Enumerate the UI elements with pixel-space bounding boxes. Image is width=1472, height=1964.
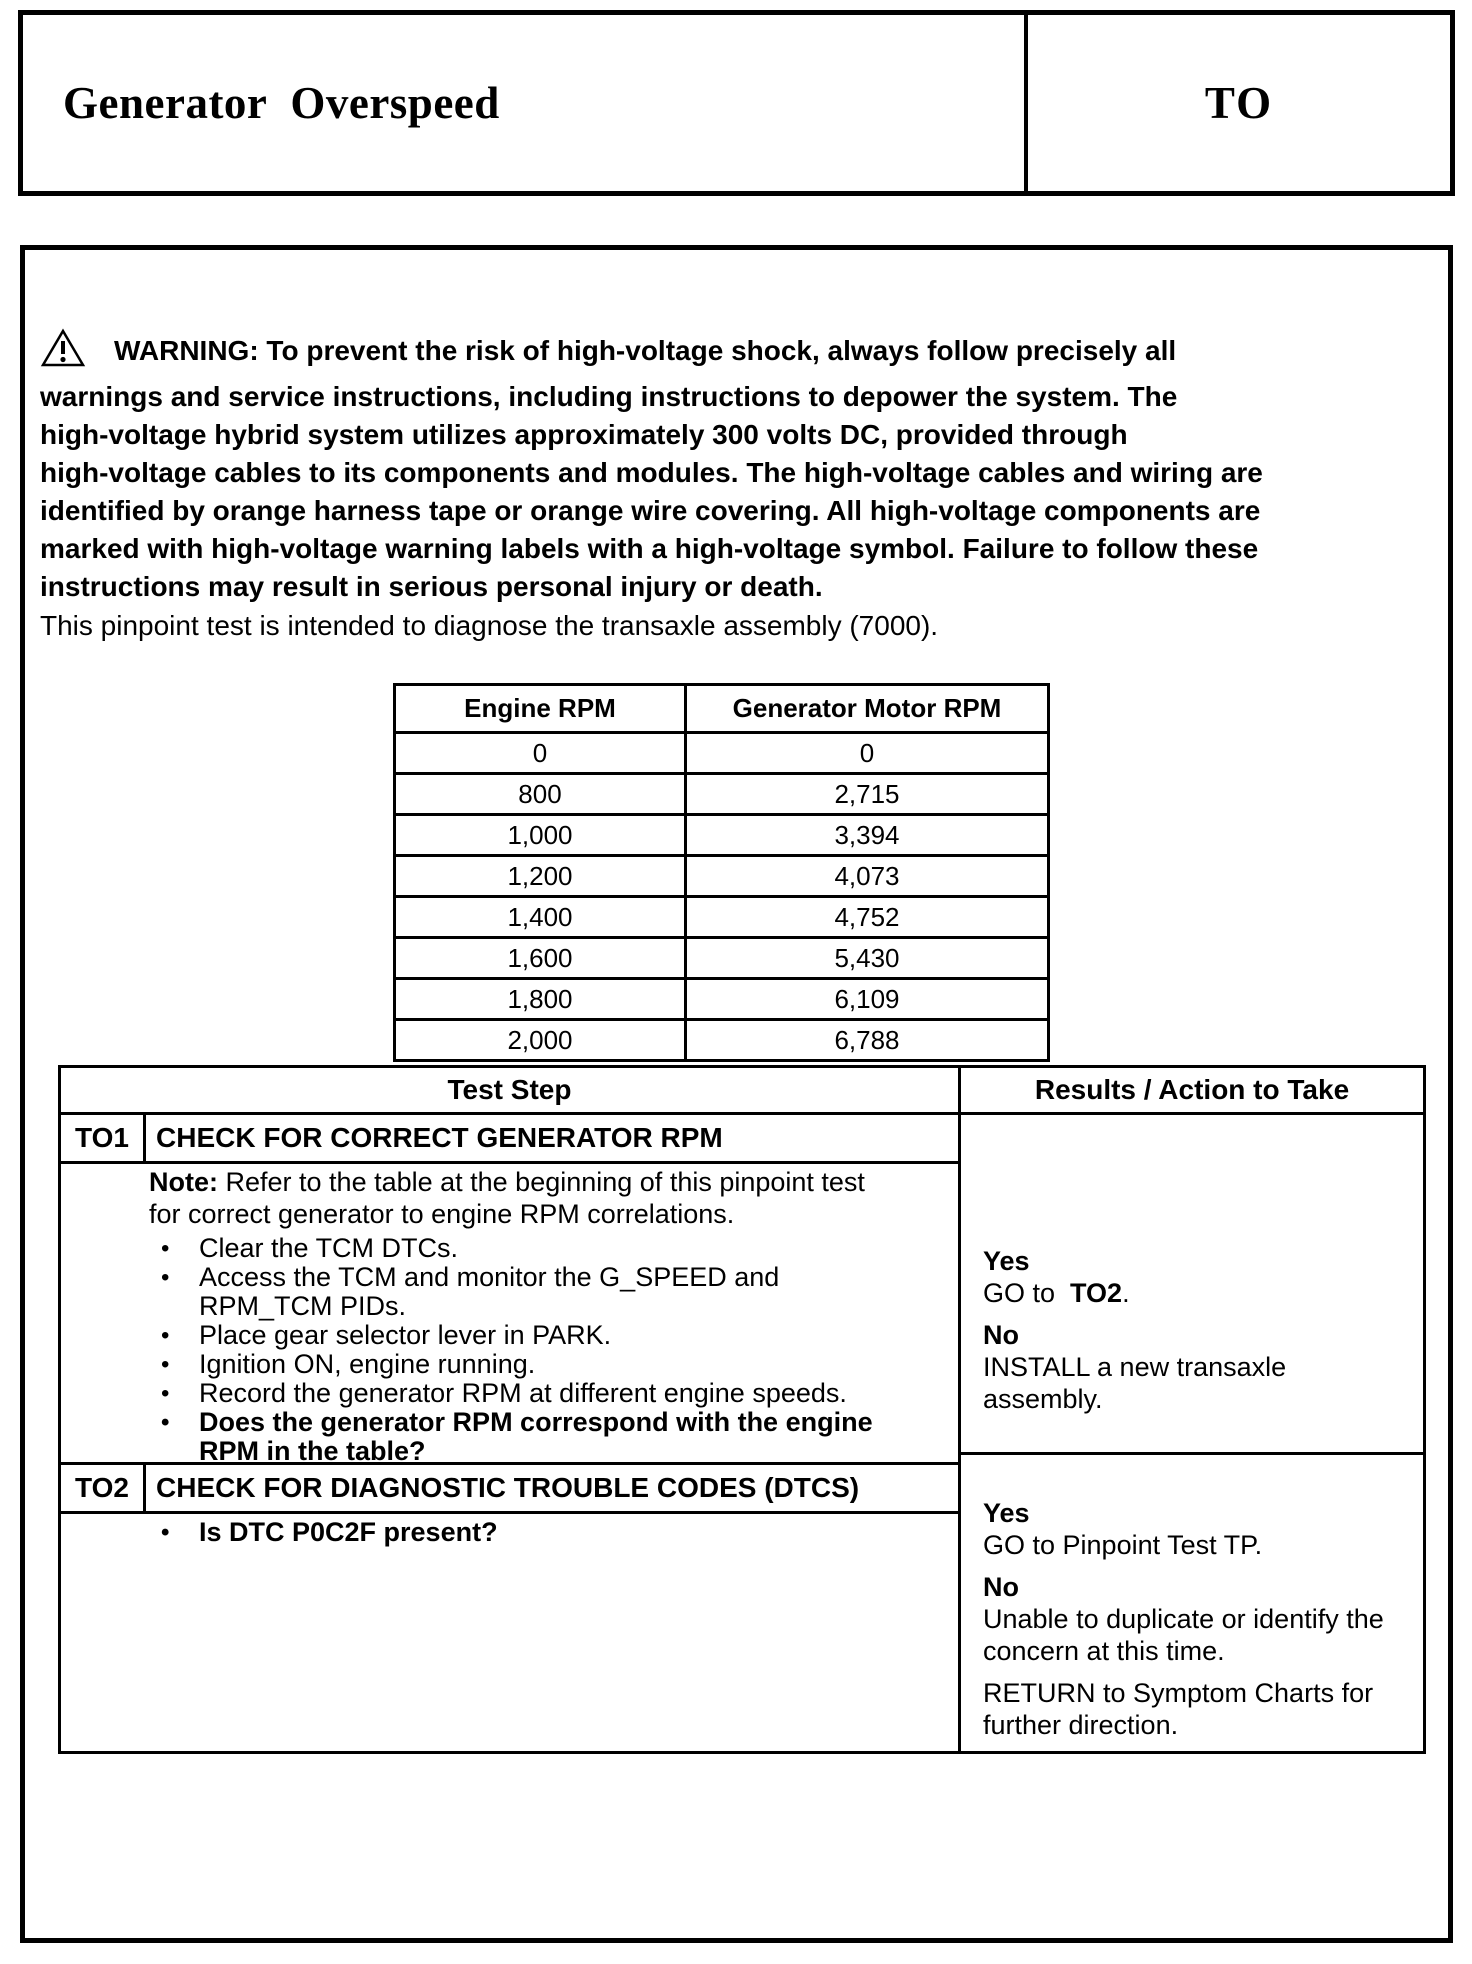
bullet-line: Clear the TCM DTCs. bbox=[199, 1233, 459, 1263]
content-box bbox=[20, 245, 1453, 1943]
bullet-line: RPM_TCM PIDs. bbox=[199, 1291, 407, 1321]
rpm-row bbox=[395, 979, 1049, 1020]
warning-line: high-voltage hybrid system utilizes approximately 300 volts DC, provided through bbox=[40, 419, 1128, 450]
result-line: RETURN to Symptom Charts for bbox=[983, 1678, 1374, 1708]
test-step-header: Test Step bbox=[61, 1068, 961, 1112]
bullet-line: Ignition ON, engine running. bbox=[199, 1349, 536, 1379]
rpm-cell: 5,430 bbox=[686, 938, 1049, 979]
warning-line: WARNING: To prevent the risk of high-voltage shock, always follow precisely all bbox=[40, 328, 1445, 378]
bullet-item bbox=[161, 1263, 950, 1321]
test-step-column bbox=[61, 1115, 961, 1751]
result-group bbox=[983, 1497, 1415, 1561]
page-title: Generator Overspeed bbox=[63, 78, 500, 128]
results-column bbox=[961, 1115, 1423, 1751]
bullet-item bbox=[161, 1321, 950, 1350]
rpm-row bbox=[395, 774, 1049, 815]
bullet-line: Record the generator RPM at different engine speeds. bbox=[199, 1378, 847, 1408]
step-title-row-to2 bbox=[61, 1465, 958, 1514]
result-line: GO to TO2. bbox=[983, 1278, 1130, 1308]
warning-triangle-icon bbox=[40, 328, 86, 378]
rpm-row bbox=[395, 938, 1049, 979]
rpm-cell: 1,000 bbox=[395, 815, 686, 856]
result-line: further direction. bbox=[983, 1710, 1179, 1740]
rpm-cell: 1,400 bbox=[395, 897, 686, 938]
bullet-text bbox=[199, 1350, 535, 1379]
bullet-text bbox=[199, 1408, 873, 1465]
warning-line: identified by orange harness tape or orange wire covering. All high-voltage components are bbox=[40, 495, 1261, 526]
warning-line: high-voltage cables to its components and modules. The high-voltage cables and wiring are bbox=[40, 457, 1263, 488]
result-group bbox=[983, 1677, 1415, 1741]
rpm-cell: 6,109 bbox=[686, 979, 1049, 1020]
result-label: Yes bbox=[983, 1246, 1030, 1276]
step-results-to1 bbox=[961, 1115, 1423, 1455]
test-table bbox=[58, 1065, 1426, 1754]
bullet-line: Does the generator RPM correspond with the engine bbox=[199, 1407, 873, 1437]
test-table-header-row bbox=[61, 1068, 1423, 1115]
result-group bbox=[983, 1571, 1415, 1667]
page-header-left bbox=[23, 15, 1028, 191]
rpm-cell: 800 bbox=[395, 774, 686, 815]
test-table-body bbox=[61, 1115, 1423, 1751]
rpm-row bbox=[395, 815, 1049, 856]
rpm-header-row bbox=[395, 685, 1049, 733]
rpm-cell: 4,073 bbox=[686, 856, 1049, 897]
bullet-item bbox=[161, 1234, 950, 1263]
step-content-to1 bbox=[61, 1164, 958, 1465]
result-label: No bbox=[983, 1320, 1019, 1350]
rpm-table bbox=[393, 683, 1050, 1062]
bullet-item bbox=[161, 1408, 950, 1465]
bullet-line: Access the TCM and monitor the G_SPEED and bbox=[199, 1262, 780, 1292]
page-header-right bbox=[1028, 15, 1450, 191]
rpm-row bbox=[395, 733, 1049, 774]
rpm-cell: 1,800 bbox=[395, 979, 686, 1020]
bullet-line: RPM in the table? bbox=[199, 1436, 426, 1465]
bullet-text bbox=[199, 1379, 847, 1408]
bullet-marker-icon: • bbox=[161, 1409, 170, 1436]
page-header bbox=[18, 10, 1455, 196]
rpm-cell: 1,600 bbox=[395, 938, 686, 979]
bullet-text bbox=[199, 1234, 458, 1263]
page-code: TO bbox=[1204, 78, 1274, 128]
warning-line: warnings and service instructions, including instructions to depower the system. The bbox=[40, 381, 1178, 412]
result-group bbox=[983, 1245, 1415, 1309]
step-note bbox=[149, 1166, 950, 1230]
result-label: Yes bbox=[983, 1498, 1030, 1528]
step-id-to1: TO1 bbox=[61, 1115, 146, 1161]
step-title-to2: CHECK FOR DIAGNOSTIC TROUBLE CODES (DTCS) bbox=[156, 1472, 860, 1503]
step-title-row-to1 bbox=[61, 1115, 958, 1164]
bullet-marker-icon: • bbox=[161, 1235, 170, 1262]
rpm-row bbox=[395, 897, 1049, 938]
bullet-text bbox=[199, 1321, 611, 1350]
bullet-item bbox=[161, 1518, 950, 1547]
note-line: Note: Refer to the table at the beginning of this pinpoint test bbox=[149, 1167, 865, 1197]
results-header: Results / Action to Take bbox=[1034, 1074, 1350, 1105]
step-results-to2 bbox=[961, 1455, 1423, 1751]
step-id-to2: TO2 bbox=[61, 1465, 146, 1511]
rpm-header-cell: Generator Motor RPM bbox=[686, 685, 1049, 733]
rpm-row bbox=[395, 856, 1049, 897]
rpm-cell: 2,000 bbox=[395, 1020, 686, 1061]
bullet-marker-icon: • bbox=[161, 1351, 170, 1378]
rpm-cell: 2,715 bbox=[686, 774, 1049, 815]
step-title-to1: CHECK FOR CORRECT GENERATOR RPM bbox=[156, 1122, 723, 1153]
rpm-row bbox=[395, 1020, 1049, 1061]
rpm-cell: 1,200 bbox=[395, 856, 686, 897]
bullet-line: Place gear selector lever in PARK. bbox=[199, 1320, 612, 1350]
rpm-cell: 0 bbox=[686, 733, 1049, 774]
bullet-marker-icon: • bbox=[161, 1322, 170, 1349]
result-line: Unable to duplicate or identify the bbox=[983, 1604, 1384, 1634]
warning-block bbox=[40, 328, 1445, 606]
bullet-marker-icon: • bbox=[161, 1519, 170, 1546]
step-content-to2 bbox=[61, 1514, 958, 1751]
bullet-text bbox=[199, 1263, 779, 1321]
rpm-header-cell: Engine RPM bbox=[395, 685, 686, 733]
rpm-cell: 3,394 bbox=[686, 815, 1049, 856]
result-line: concern at this time. bbox=[983, 1636, 1225, 1666]
bullet-marker-icon: • bbox=[161, 1264, 170, 1291]
result-line: assembly. bbox=[983, 1384, 1103, 1414]
result-label: No bbox=[983, 1572, 1019, 1602]
rpm-cell: 6,788 bbox=[686, 1020, 1049, 1061]
result-line: INSTALL a new transaxle bbox=[983, 1352, 1287, 1382]
rpm-cell: 0 bbox=[395, 733, 686, 774]
bullet-item bbox=[161, 1379, 950, 1408]
result-group bbox=[983, 1319, 1415, 1415]
bullet-marker-icon: • bbox=[161, 1380, 170, 1407]
intro-text: This pinpoint test is intended to diagnose the transaxle assembly (7000). bbox=[40, 610, 939, 641]
warning-line: marked with high-voltage warning labels with a high-voltage symbol. Failure to follow these bbox=[40, 533, 1259, 564]
rpm-cell: 4,752 bbox=[686, 897, 1049, 938]
result-line: GO to Pinpoint Test TP. bbox=[983, 1530, 1263, 1560]
note-line: for correct generator to engine RPM correlations. bbox=[149, 1199, 735, 1229]
warning-line: instructions may result in serious personal injury or death. bbox=[40, 571, 823, 602]
bullet-line: Is DTC P0C2F present? bbox=[199, 1517, 498, 1547]
bullet-item bbox=[161, 1350, 950, 1379]
bullet-text bbox=[199, 1518, 498, 1547]
